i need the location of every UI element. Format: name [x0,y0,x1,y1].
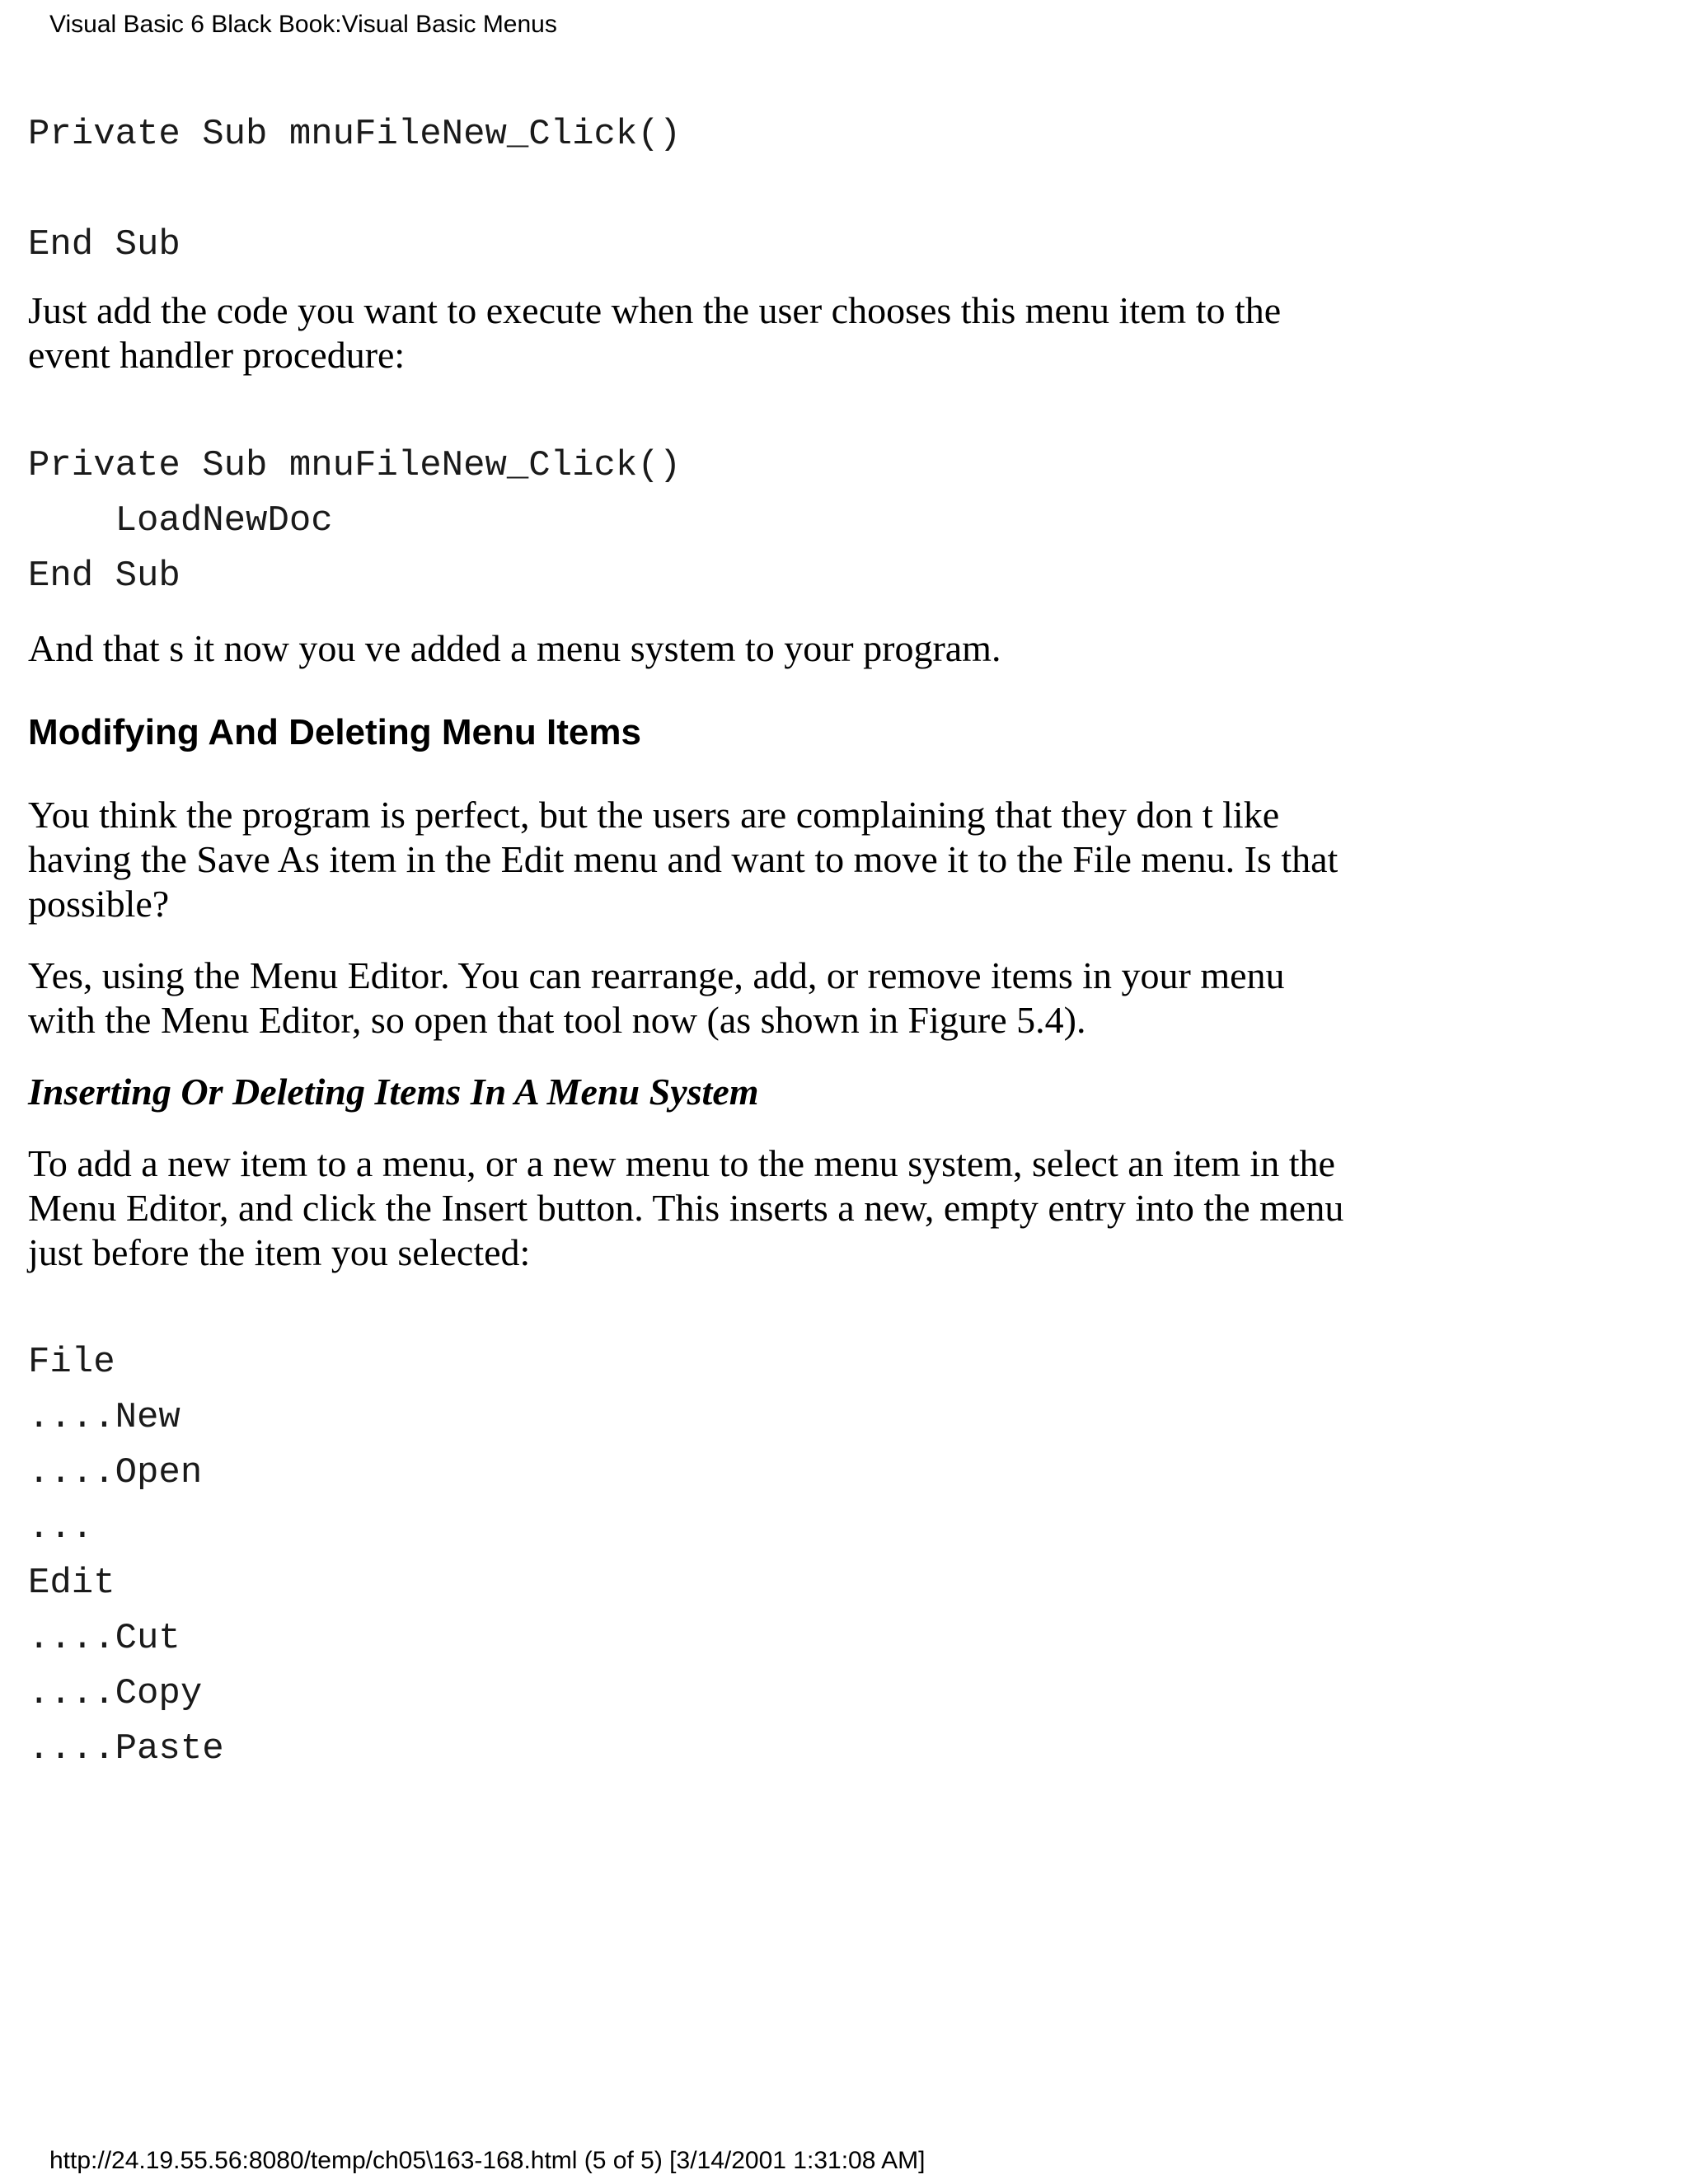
page-header: Visual Basic 6 Black Book:Visual Basic Menus [49,11,557,38]
page-footer-url: http://24.19.55.56:8080/temp/ch05\163-168.html (5 of 5) [3/14/2001 1:31:08 AM] [49,2147,926,2174]
code-block-event-handler: Private Sub mnuFileNew_Click() LoadNewDoc End Sub [28,445,682,597]
paragraph-menu-editor: Yes, using the Menu Editor. You can rearrange, add, or remove items in your menu with the Menu Editor, so open that tool now (as shown in Figure 5.4). [28,954,1285,1041]
section-heading-modifying-menu-items: Modifying And Deleting Menu Items [28,712,641,752]
paragraph-menu-added: And that s it now you ve added a menu system to your program. [28,627,1001,669]
code-block-menu-structure: File ....New ....Open ... Edit ....Cut ....Copy ....Paste [28,1342,224,1769]
subheading-inserting-deleting-items: Inserting Or Deleting Items In A Menu System [28,1071,759,1113]
paragraph-add-code: Just add the code you want to execute when the user chooses this menu item to the event handler procedure: [28,289,1282,376]
paragraph-users-complaining: You think the program is perfect, but the users are complaining that they don t like having the Save As item in the Edit menu and want to move it to the File menu. Is that possible? [28,794,1339,925]
paragraph-insert-button: To add a new item to a menu, or a new menu to the menu system, select an item in the Menu Editor, and click the Insert button. This inserts a new, empty entry into the menu just before the item you selected: [28,1142,1344,1273]
code-block-event-stub: Private Sub mnuFileNew_Click() End Sub [28,114,682,265]
